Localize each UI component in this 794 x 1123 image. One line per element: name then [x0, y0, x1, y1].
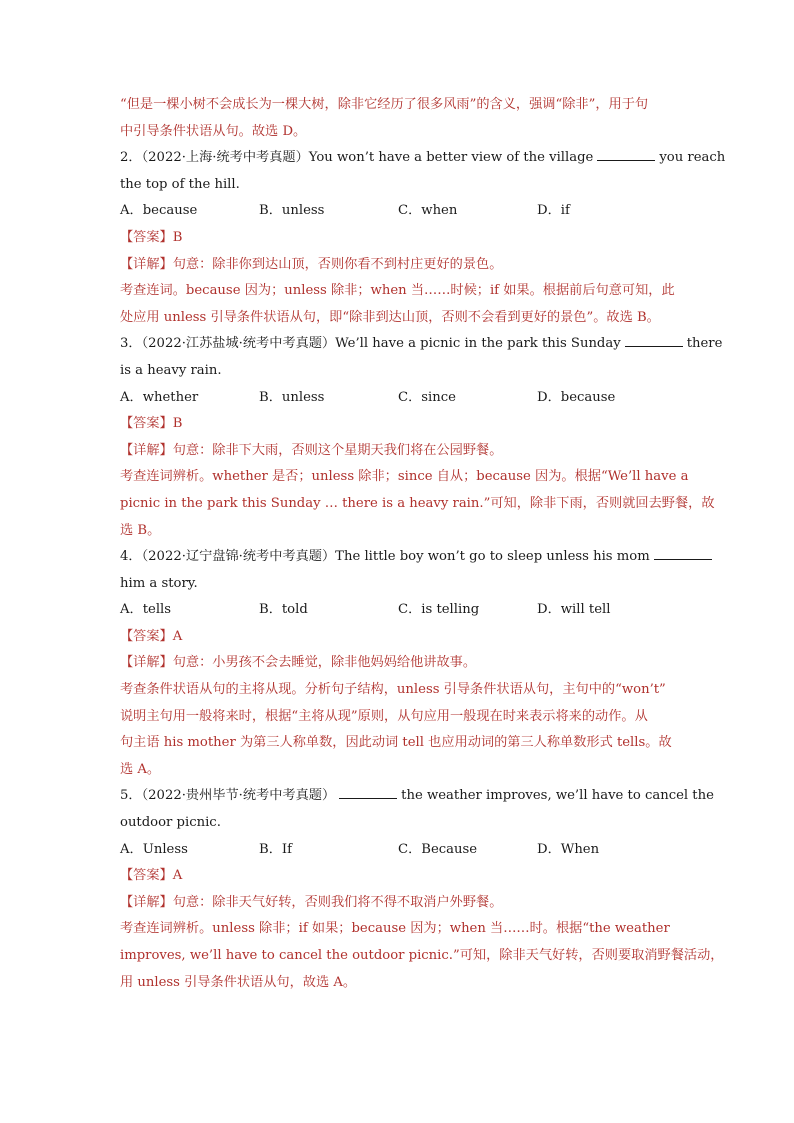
answer-blank	[339, 786, 397, 799]
question-stem-cont: the top of the hill.	[120, 176, 240, 192]
detail-line	[120, 252, 680, 279]
question-stem-cont: him a story.	[120, 575, 198, 591]
answer-blank	[597, 148, 655, 161]
answer-blank	[625, 334, 683, 347]
analysis-line: 句主语 his mother 为第三人称单数，因此动词 tell 也应用动词的第三人称单数形式 tells。故	[120, 735, 672, 751]
analysis-line: 考查连词。because 因为；unless 除非；when 当……时候；if 如果。根据前后句意可知，此	[120, 283, 675, 299]
detail-label: 【详解】	[120, 442, 173, 458]
option-c: C．Because	[398, 841, 478, 857]
question-stem	[120, 783, 714, 810]
answer-label: 【答案】A	[120, 868, 183, 884]
option-c: C．since	[398, 389, 456, 405]
stem-text: 4．（2022·辽宁盘锦·统考中考真题）The little boy won’t go to sleep unless his mom	[120, 549, 650, 565]
intro-line-2: 中引导条件状语从句。故选 D。	[120, 123, 307, 139]
analysis-line: 考查条件状语从句的主将从现。分析句子结构，unless 引导条件状语从句，主句中的“won’t”	[120, 682, 666, 698]
question-stem	[120, 544, 680, 571]
option-d: D．if	[537, 203, 570, 219]
detail-label: 【详解】	[120, 894, 173, 910]
stem-text: the weather improves, we’ll have to cancel the	[401, 788, 714, 804]
option-d: D．When	[537, 841, 600, 857]
question-5	[120, 783, 724, 996]
analysis-line: picnic in the park this Sunday … there is a heavy rain.”可知，除非下雨，否则就回去野餐，故	[120, 495, 715, 511]
stem-text: 2．（2022·上海·统考中考真题）You won’t have a better view of the village	[120, 150, 594, 166]
analysis-line: 选 A。	[120, 761, 161, 777]
question-4	[120, 544, 680, 783]
analysis-line: 用 unless 引导条件状语从句，故选 A。	[120, 974, 357, 990]
document-page	[120, 92, 726, 996]
stem-text: you reach	[659, 150, 726, 166]
answer-label: 【答案】A	[120, 628, 183, 644]
question-stem	[120, 145, 726, 172]
option-b: B．If	[259, 841, 292, 857]
analysis-line: improves, we’ll have to cancel the outdoor picnic.”可知，除非天气好转，否则要取消野餐活动，	[120, 948, 724, 963]
detail-meaning: 句意：小男孩不会去睡觉，除非他妈妈给他讲故事。	[172, 655, 477, 671]
detail-line	[120, 438, 680, 465]
stem-text: 5．（2022·贵州毕节·统考中考真题）	[120, 788, 336, 804]
answer-blank	[654, 547, 712, 560]
option-c: C．when	[398, 203, 458, 219]
analysis-line: 处应用 unless 引导条件状语从句，即“除非到达山顶，否则不会看到更好的景色”。故选 B。	[120, 309, 660, 325]
option-a: A．tells	[120, 602, 172, 618]
option-b: B．unless	[259, 203, 325, 219]
option-c: C．is telling	[398, 602, 480, 618]
option-a: A．whether	[120, 389, 199, 405]
option-a: A．because	[120, 203, 198, 219]
analysis-line: 考查连词辨析。whether 是否；unless 除非；since 自从；because 因为。根据“We’ll have a	[120, 469, 689, 485]
analysis-line: 选 B。	[120, 522, 161, 538]
options	[120, 385, 680, 412]
detail-meaning: 句意：除非天气好转，否则我们将不得不取消户外野餐。	[172, 894, 503, 910]
options	[120, 597, 680, 624]
option-a: A．Unless	[120, 841, 188, 857]
detail-label: 【详解】	[120, 256, 173, 272]
question-3	[120, 331, 723, 544]
option-d: D．will tell	[537, 602, 611, 618]
analysis-line: 说明主句用一般将来时，根据“主将从现”原则，从句应用一般现在时来表示将来的动作。从	[120, 708, 648, 724]
detail-line	[120, 890, 680, 917]
options	[120, 198, 680, 225]
option-b: B．told	[259, 602, 308, 618]
answer-label: 【答案】B	[120, 229, 183, 245]
question-stem	[120, 331, 723, 358]
detail-meaning: 句意：除非你到达山顶，否则你看不到村庄更好的景色。	[172, 256, 503, 272]
options	[120, 837, 680, 864]
question-stem-cont: is a heavy rain.	[120, 362, 222, 378]
stem-text: 3．（2022·江苏盐城·统考中考真题）We’ll have a picnic in the park this Sunday	[120, 336, 621, 352]
question-2	[120, 145, 726, 331]
detail-label: 【详解】	[120, 655, 173, 671]
stem-text: there	[686, 336, 723, 352]
detail-meaning: 句意：除非下大雨，否则这个星期天我们将在公园野餐。	[172, 442, 503, 458]
intro-line-1: “但是一棵小树不会成长为一棵大树，除非它经历了很多风雨”的含义，强调“除非”，用于句	[120, 97, 649, 112]
answer-label: 【答案】B	[120, 416, 183, 432]
detail-line	[120, 650, 680, 677]
analysis-line: 考查连词辨析。unless 除非；if 如果；because 因为；when 当……时。根据“the weather	[120, 921, 670, 937]
option-d: D．because	[537, 389, 616, 405]
option-b: B．unless	[259, 389, 325, 405]
question-stem-cont: outdoor picnic.	[120, 815, 221, 831]
